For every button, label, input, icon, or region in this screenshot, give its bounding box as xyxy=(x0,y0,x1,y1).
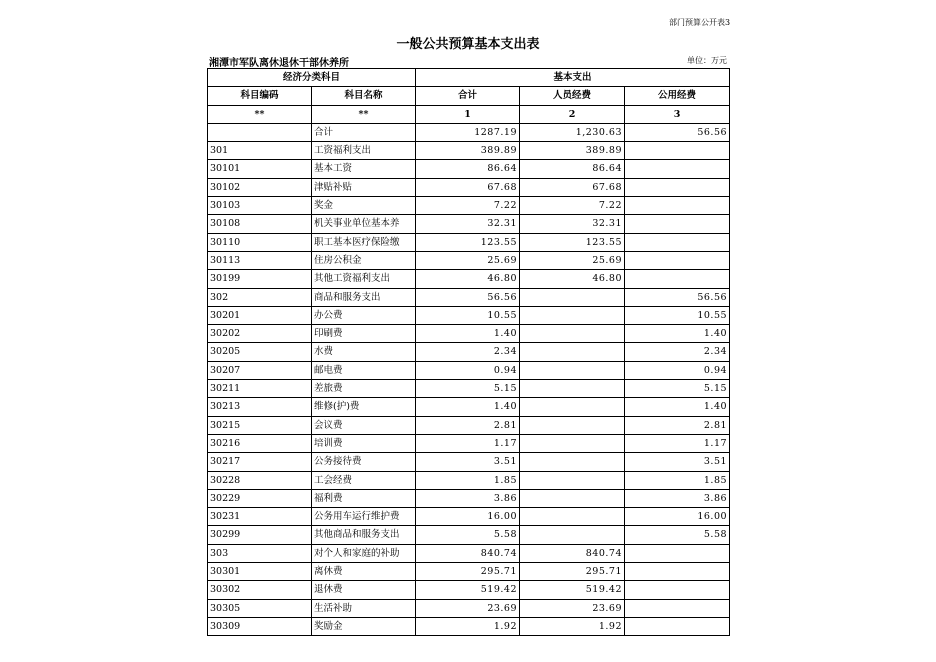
cell-personnel: 389.89 xyxy=(520,142,625,160)
cell-name: 办公费 xyxy=(312,306,416,324)
header-row-group xyxy=(208,69,730,87)
cell-code: 30108 xyxy=(208,215,312,233)
header-total: 合计 xyxy=(416,87,520,105)
cell-total: 3.51 xyxy=(416,453,520,471)
cell-name: 合计 xyxy=(312,123,416,141)
table-row xyxy=(208,563,730,581)
table-row xyxy=(208,471,730,489)
table-row xyxy=(208,288,730,306)
cell-public: 2.81 xyxy=(625,416,730,434)
table-row xyxy=(208,416,730,434)
table-row xyxy=(208,306,730,324)
cell-personnel xyxy=(520,361,625,379)
cell-public: 5.15 xyxy=(625,380,730,398)
table-row xyxy=(208,508,730,526)
cell-name: 其他商品和服务支出 xyxy=(312,526,416,544)
cell-total: 5.58 xyxy=(416,526,520,544)
cell-code: 30113 xyxy=(208,251,312,269)
cell-total: 10.55 xyxy=(416,306,520,324)
table-row xyxy=(208,599,730,617)
cell-public xyxy=(625,215,730,233)
organization-name: 湘潭市军队离休退休干部休养所 xyxy=(209,58,349,69)
header-index-public: 3 xyxy=(625,105,730,123)
cell-name: 差旅费 xyxy=(312,380,416,398)
cell-code: 30217 xyxy=(208,453,312,471)
cell-total: 2.34 xyxy=(416,343,520,361)
cell-code: 30110 xyxy=(208,233,312,251)
cell-name: 职工基本医疗保险缴 xyxy=(312,233,416,251)
cell-name: 维修(护)费 xyxy=(312,398,416,416)
cell-name: 津贴补贴 xyxy=(312,178,416,196)
cell-personnel: 46.80 xyxy=(520,270,625,288)
table-row xyxy=(208,489,730,507)
cell-total: 0.94 xyxy=(416,361,520,379)
cell-name: 工资福利支出 xyxy=(312,142,416,160)
cell-name: 对个人和家庭的补助 xyxy=(312,544,416,562)
cell-code: 302 xyxy=(208,288,312,306)
cell-public: 16.00 xyxy=(625,508,730,526)
table-row xyxy=(208,123,730,141)
header-index-total: 1 xyxy=(416,105,520,123)
table-row xyxy=(208,325,730,343)
cell-code: 30305 xyxy=(208,599,312,617)
cell-personnel: 295.71 xyxy=(520,563,625,581)
table-row xyxy=(208,270,730,288)
cell-total: 295.71 xyxy=(416,563,520,581)
header-row-index xyxy=(208,105,730,123)
cell-total: 3.86 xyxy=(416,489,520,507)
table-row xyxy=(208,142,730,160)
cell-public xyxy=(625,160,730,178)
cell-code: 30231 xyxy=(208,508,312,526)
cell-name: 培训费 xyxy=(312,434,416,452)
cell-code: 30309 xyxy=(208,617,312,635)
cell-total: 519.42 xyxy=(416,581,520,599)
cell-public: 1.40 xyxy=(625,325,730,343)
cell-code: 30299 xyxy=(208,526,312,544)
cell-code: 30103 xyxy=(208,197,312,215)
table-row xyxy=(208,215,730,233)
cell-public xyxy=(625,197,730,215)
cell-public: 2.34 xyxy=(625,343,730,361)
cell-name: 生活补助 xyxy=(312,599,416,617)
table-row xyxy=(208,544,730,562)
cell-public: 1.17 xyxy=(625,434,730,452)
cell-public: 3.86 xyxy=(625,489,730,507)
cell-public xyxy=(625,178,730,196)
cell-name: 奖励金 xyxy=(312,617,416,635)
cell-name: 离休费 xyxy=(312,563,416,581)
cell-code: 30301 xyxy=(208,563,312,581)
cell-total: 123.55 xyxy=(416,233,520,251)
cell-code: 30229 xyxy=(208,489,312,507)
cell-total: 1.40 xyxy=(416,325,520,343)
header-basic-expenditure: 基本支出 xyxy=(416,69,730,87)
cell-code: 30216 xyxy=(208,434,312,452)
table-row xyxy=(208,526,730,544)
cell-personnel: 519.42 xyxy=(520,581,625,599)
cell-personnel xyxy=(520,380,625,398)
cell-name: 水费 xyxy=(312,343,416,361)
cell-public xyxy=(625,270,730,288)
page-title: 一般公共预算基本支出表 xyxy=(396,37,540,52)
header-public: 公用经费 xyxy=(625,87,730,105)
cell-name: 奖金 xyxy=(312,197,416,215)
cell-public xyxy=(625,599,730,617)
cell-code: 30215 xyxy=(208,416,312,434)
header-personnel: 人员经费 xyxy=(520,87,625,105)
cell-code: 30201 xyxy=(208,306,312,324)
table-row xyxy=(208,617,730,635)
table-row xyxy=(208,197,730,215)
cell-name: 印刷费 xyxy=(312,325,416,343)
cell-name: 会议费 xyxy=(312,416,416,434)
table-body xyxy=(208,123,730,635)
cell-personnel xyxy=(520,416,625,434)
cell-name: 机关事业单位基本养 xyxy=(312,215,416,233)
cell-total: 1.92 xyxy=(416,617,520,635)
form-number: 部门预算公开表3 xyxy=(669,18,731,27)
cell-total: 5.15 xyxy=(416,380,520,398)
cell-personnel: 23.69 xyxy=(520,599,625,617)
cell-public xyxy=(625,544,730,562)
cell-total: 56.56 xyxy=(416,288,520,306)
cell-personnel: 123.55 xyxy=(520,233,625,251)
cell-personnel xyxy=(520,343,625,361)
cell-personnel xyxy=(520,526,625,544)
cell-code xyxy=(208,123,312,141)
header-marker-name: ** xyxy=(312,105,416,123)
cell-personnel: 25.69 xyxy=(520,251,625,269)
table-row xyxy=(208,251,730,269)
cell-code: 30302 xyxy=(208,581,312,599)
table-row xyxy=(208,380,730,398)
cell-personnel xyxy=(520,471,625,489)
cell-public: 5.58 xyxy=(625,526,730,544)
cell-personnel xyxy=(520,453,625,471)
cell-public: 3.51 xyxy=(625,453,730,471)
cell-personnel xyxy=(520,288,625,306)
cell-personnel: 32.31 xyxy=(520,215,625,233)
cell-public: 1.85 xyxy=(625,471,730,489)
cell-code: 303 xyxy=(208,544,312,562)
cell-code: 30207 xyxy=(208,361,312,379)
cell-personnel: 67.68 xyxy=(520,178,625,196)
cell-name: 工会经费 xyxy=(312,471,416,489)
cell-public: 56.56 xyxy=(625,288,730,306)
cell-personnel xyxy=(520,398,625,416)
header-economic-class: 经济分类科目 xyxy=(208,69,416,87)
cell-total: 1.17 xyxy=(416,434,520,452)
table-row xyxy=(208,453,730,471)
cell-code: 301 xyxy=(208,142,312,160)
cell-public: 56.56 xyxy=(625,123,730,141)
cell-name: 其他工资福利支出 xyxy=(312,270,416,288)
cell-total: 1.40 xyxy=(416,398,520,416)
cell-public: 0.94 xyxy=(625,361,730,379)
header-code: 科目编码 xyxy=(208,87,312,105)
cell-total: 46.80 xyxy=(416,270,520,288)
cell-name: 基本工资 xyxy=(312,160,416,178)
header-row-columns xyxy=(208,87,730,105)
cell-code: 30228 xyxy=(208,471,312,489)
cell-personnel xyxy=(520,434,625,452)
header-name: 科目名称 xyxy=(312,87,416,105)
table-row xyxy=(208,361,730,379)
cell-code: 30213 xyxy=(208,398,312,416)
table-row xyxy=(208,434,730,452)
cell-name: 商品和服务支出 xyxy=(312,288,416,306)
cell-total: 2.81 xyxy=(416,416,520,434)
cell-code: 30205 xyxy=(208,343,312,361)
cell-personnel: 86.64 xyxy=(520,160,625,178)
cell-total: 32.31 xyxy=(416,215,520,233)
cell-total: 1.85 xyxy=(416,471,520,489)
cell-public xyxy=(625,251,730,269)
header-marker-code: ** xyxy=(208,105,312,123)
table-row xyxy=(208,398,730,416)
cell-code: 30211 xyxy=(208,380,312,398)
cell-code: 30202 xyxy=(208,325,312,343)
cell-personnel: 840.74 xyxy=(520,544,625,562)
cell-code: 30102 xyxy=(208,178,312,196)
cell-public xyxy=(625,563,730,581)
unit-label: 单位：万元 xyxy=(687,56,727,65)
budget-table xyxy=(207,68,730,636)
cell-total: 1287.19 xyxy=(416,123,520,141)
cell-personnel: 1,230.63 xyxy=(520,123,625,141)
table-row xyxy=(208,343,730,361)
cell-total: 86.64 xyxy=(416,160,520,178)
cell-name: 住房公积金 xyxy=(312,251,416,269)
cell-total: 389.89 xyxy=(416,142,520,160)
table-row xyxy=(208,178,730,196)
cell-public xyxy=(625,581,730,599)
table-row xyxy=(208,233,730,251)
cell-total: 7.22 xyxy=(416,197,520,215)
cell-code: 30199 xyxy=(208,270,312,288)
cell-code: 30101 xyxy=(208,160,312,178)
header-index-personnel: 2 xyxy=(520,105,625,123)
table-row xyxy=(208,160,730,178)
cell-total: 23.69 xyxy=(416,599,520,617)
cell-public: 10.55 xyxy=(625,306,730,324)
cell-total: 67.68 xyxy=(416,178,520,196)
cell-personnel: 7.22 xyxy=(520,197,625,215)
cell-name: 公务接待费 xyxy=(312,453,416,471)
cell-name: 福利费 xyxy=(312,489,416,507)
cell-personnel xyxy=(520,508,625,526)
cell-name: 公务用车运行维护费 xyxy=(312,508,416,526)
cell-public: 1.40 xyxy=(625,398,730,416)
cell-personnel: 1.92 xyxy=(520,617,625,635)
cell-personnel xyxy=(520,306,625,324)
cell-personnel xyxy=(520,489,625,507)
cell-total: 16.00 xyxy=(416,508,520,526)
cell-public xyxy=(625,617,730,635)
cell-total: 25.69 xyxy=(416,251,520,269)
cell-total: 840.74 xyxy=(416,544,520,562)
cell-public xyxy=(625,233,730,251)
cell-personnel xyxy=(520,325,625,343)
cell-name: 退休费 xyxy=(312,581,416,599)
cell-public xyxy=(625,142,730,160)
table-row xyxy=(208,581,730,599)
cell-name: 邮电费 xyxy=(312,361,416,379)
